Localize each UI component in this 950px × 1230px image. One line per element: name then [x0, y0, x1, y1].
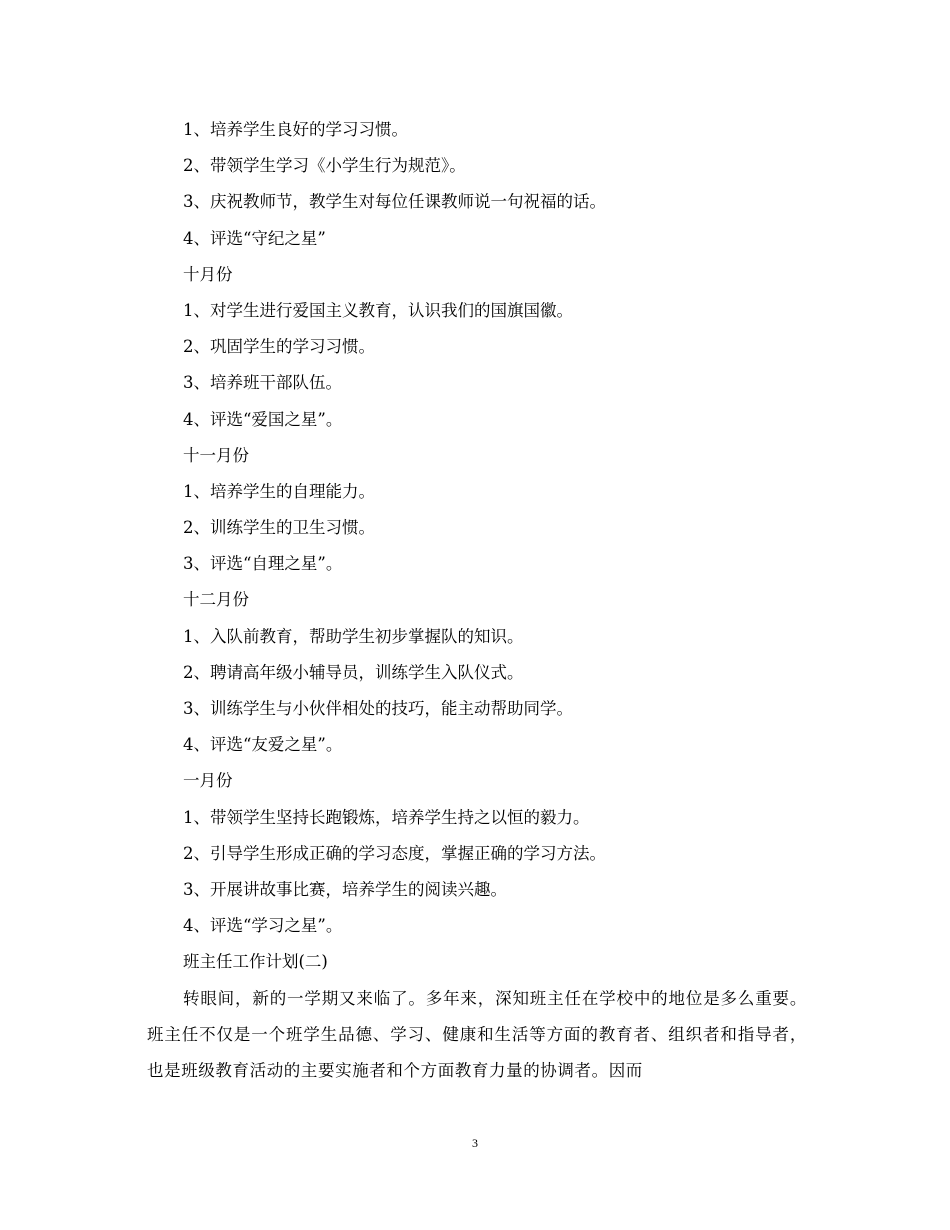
text-line: 4、评选“友爱之星”。 [183, 735, 343, 755]
text-line: 1、带领学生坚持长跑锻炼，培养学生持之以恒的毅力。 [183, 807, 590, 827]
text-line: 1、培养学生良好的学习习惯。 [183, 120, 408, 139]
text-line: 3、庆祝教师节，教学生对每位任课教师说一句祝福的话。 [183, 192, 606, 212]
document-body [147, 112, 807, 1089]
text-line: 2、带领学生学习《小学生行为规范》。 [183, 156, 466, 176]
text-line: 3、开展讲故事比赛，培养学生的阅读兴趣。 [183, 879, 507, 899]
text-line: 2、巩固学生的学习习惯。 [183, 337, 375, 357]
text-line: 2、聘请高年级小辅导员，训练学生入队仪式。 [183, 662, 524, 682]
body-paragraph: 转眼间，新的一学期又来临了。多年来，深知班主任在学校中的地位是多么重要。班主任不仅是一个班学生品德、学习、健康和生活等方面的教育者、组织者和指导者，也是班级教育活动的主要实施者和个方面教育力量的协调者。因而 [147, 988, 807, 1080]
text-line: 4、评选“守纪之星” [183, 228, 326, 248]
text-line: 1、入队前教育，帮助学生初步掌握队的知识。 [183, 626, 524, 646]
month-heading: 一月份 [183, 771, 233, 791]
month-heading: 十二月份 [183, 590, 249, 610]
text-line: 3、训练学生与小伙伴相处的技巧，能主动帮助同学。 [183, 699, 573, 718]
month-heading: 十月份 [183, 264, 233, 284]
text-line: 3、培养班干部队伍。 [183, 373, 342, 393]
text-line: 2、训练学生的卫生习惯。 [183, 518, 375, 538]
text-line: 1、培养学生的自理能力。 [183, 481, 375, 501]
text-line: 4、评选“学习之星”。 [183, 916, 343, 936]
text-line: 4、评选“爱国之星”。 [183, 409, 343, 429]
page-number: 3 [472, 1136, 478, 1150]
text-line: 2、引导学生形成正确的学习态度，掌握正确的学习方法。 [183, 843, 606, 863]
section-title: 班主任工作计划(二) [183, 952, 328, 972]
text-line: 3、评选“自理之星”。 [183, 554, 343, 574]
text-line: 1、对学生进行爱国主义教育，认识我们的国旗国徽。 [183, 300, 573, 320]
month-heading: 十一月份 [183, 445, 249, 465]
